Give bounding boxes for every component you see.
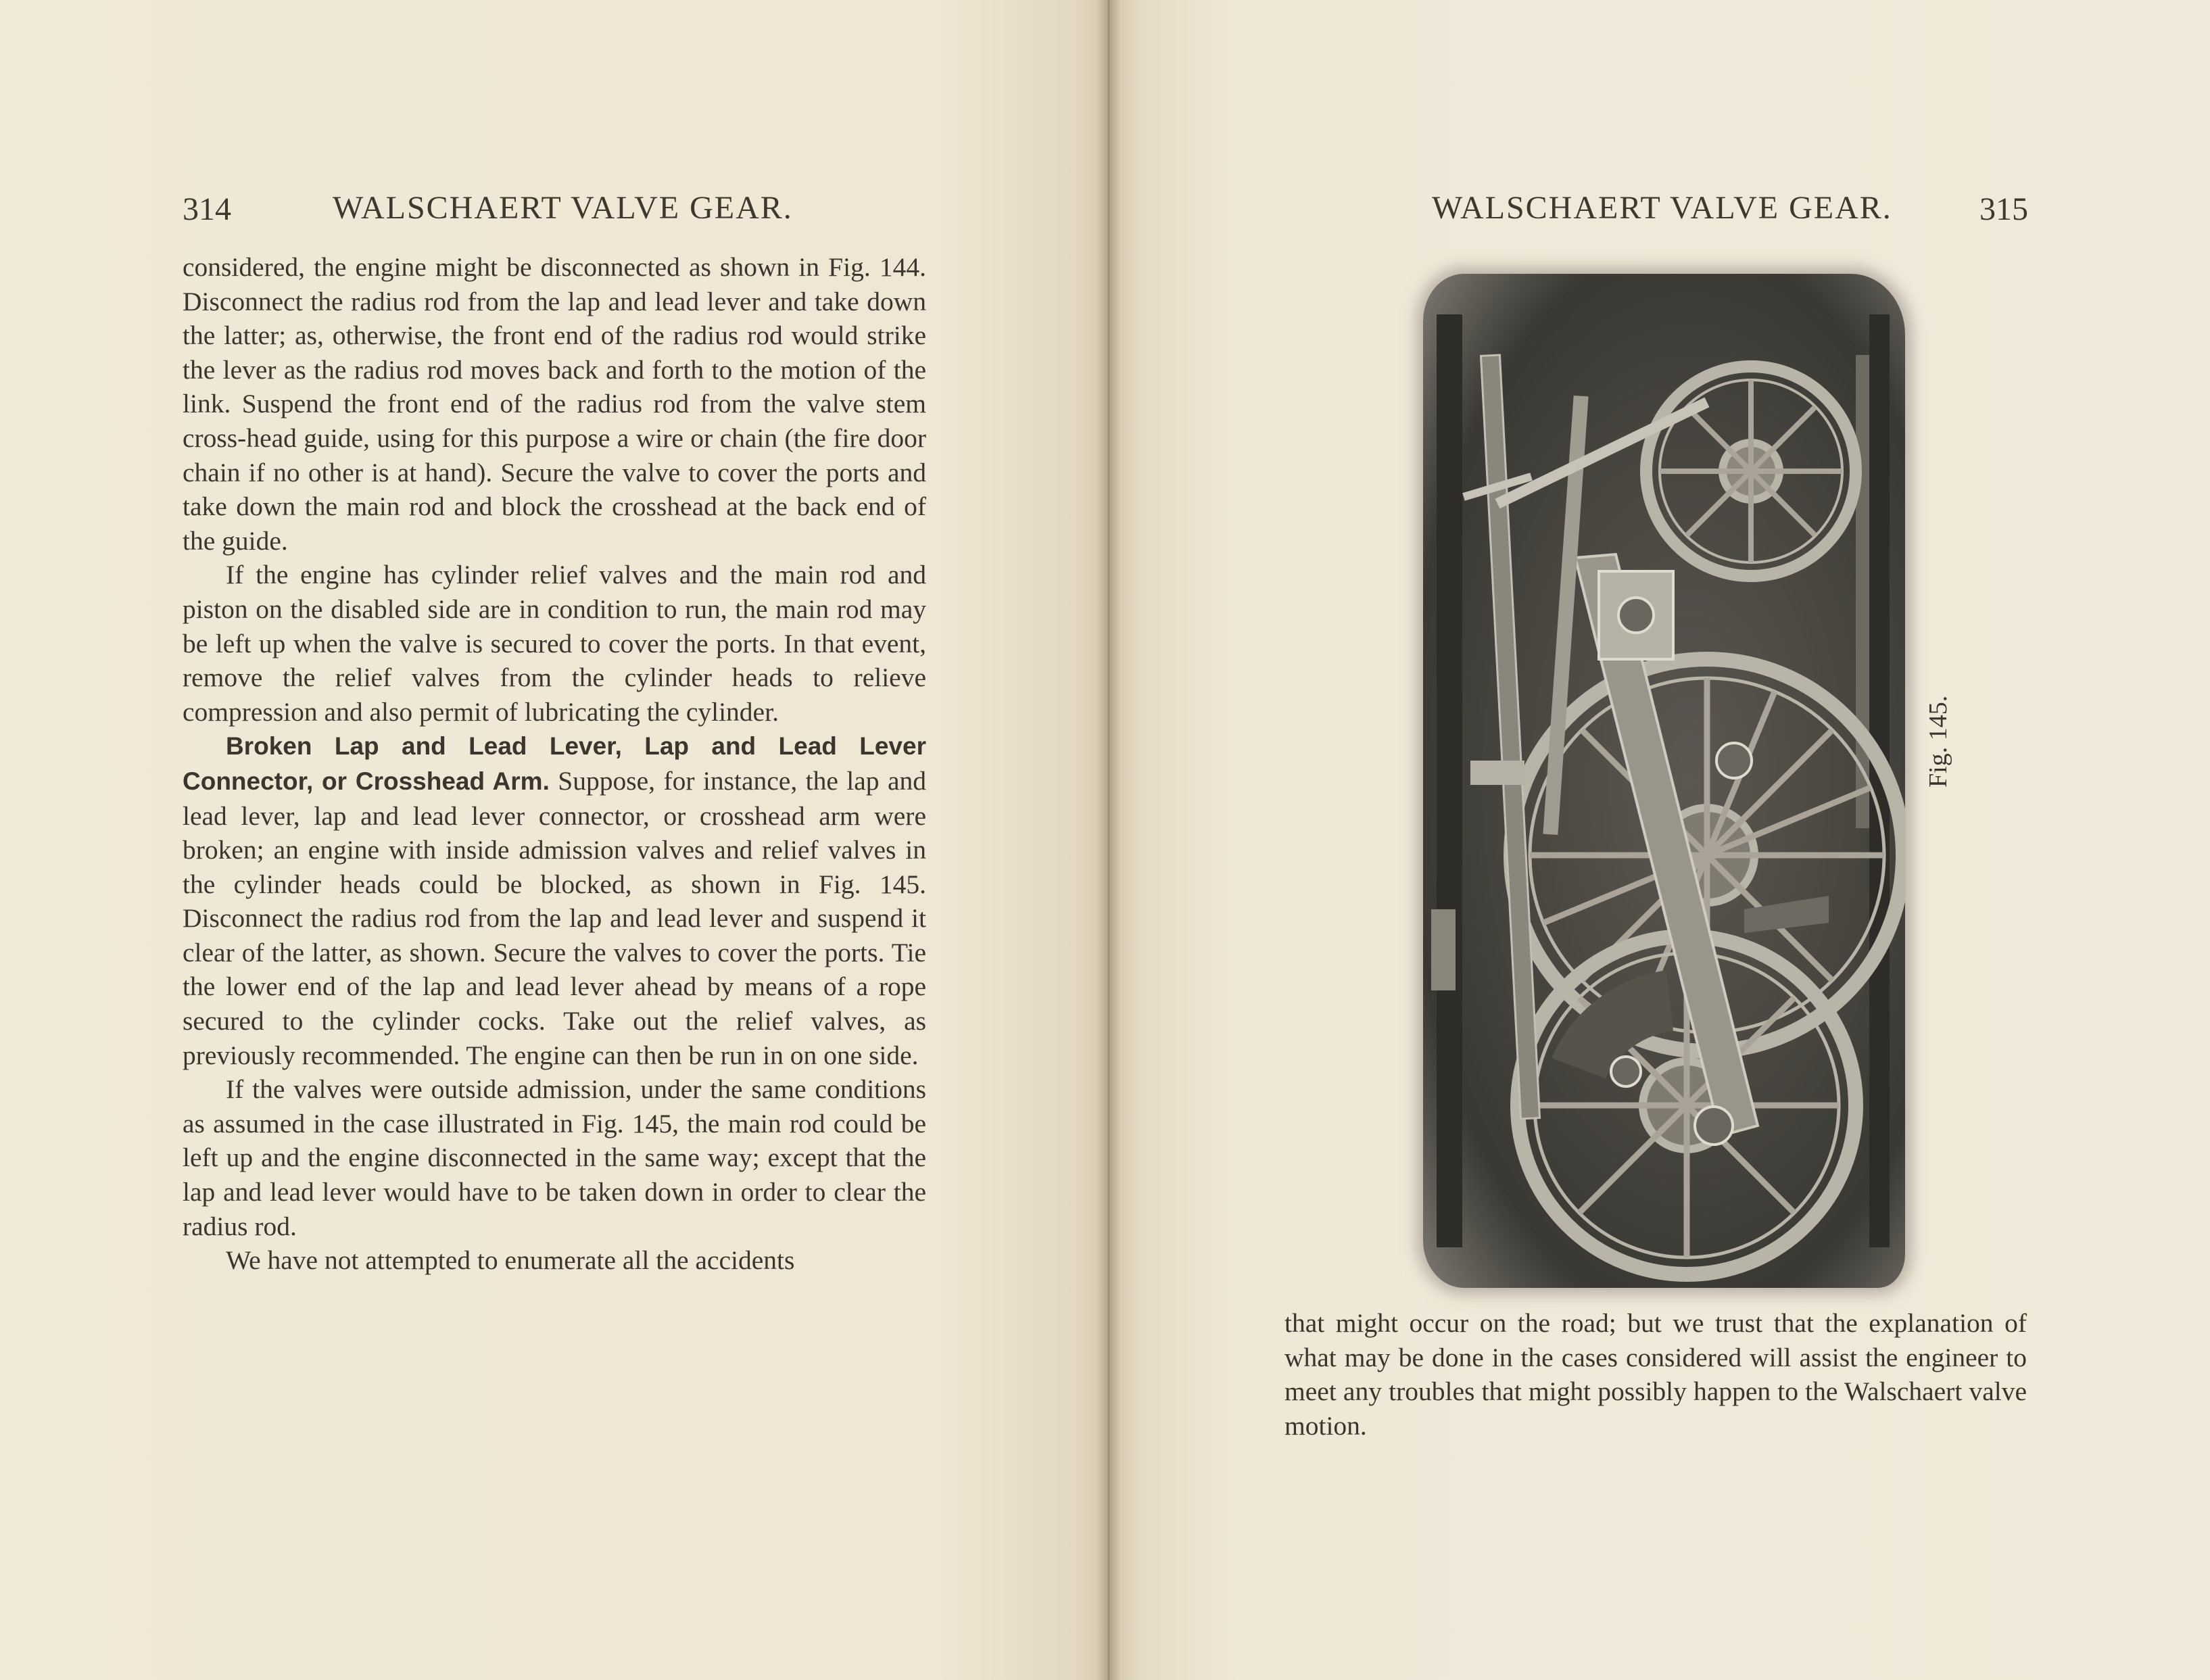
section-body: Suppose, for instance, the lap and lead lever, lap and lead lever connector, or crosshead arm were broken; an engine with inside admission valves and relief valves in the cylinder heads could be blocked, as shown in Fig. 145. Disconnect the radius rod from the lap and lead lever and suspend it clear of the latter, as shown. Secure the valves to cover the ports. Tie the lower end of the lap and lead lever ahead by means of a rope secured to the cylinder cocks. Take out the relief valves, as previously recommended. The engine can then be run in on one side. — [183, 765, 926, 1070]
section-heading: Broken Lap and Lead Lever, Lap and Lead Lever Connector, or Crosshead Arm. — [183, 732, 926, 795]
section-paragraph — [183, 729, 926, 1072]
figure-145-photo — [1423, 274, 1905, 1288]
page-number-left: 314 — [183, 191, 231, 227]
left-text-block — [183, 250, 926, 1278]
running-head-right: WALSCHAERT VALVE GEAR. — [1432, 190, 1892, 226]
paragraph: We have not attempted to enumerate all the accidents — [226, 1245, 795, 1276]
running-head-left: WALSCHAERT VALVE GEAR. — [333, 190, 793, 226]
locomotive-valve-gear-icon — [1423, 274, 1905, 1288]
right-text-block — [1284, 1306, 2027, 1443]
paragraph: that might occur on the road; but we trust that the explanation of what may be done in the cases considered will assist the engineer to meet any troubles that might possibly happen to the Walschaert valve motion. — [1284, 1308, 2027, 1441]
figure-caption: Fig. 145. — [1924, 695, 1952, 788]
paragraph: If the engine has cylinder relief valves and the main rod and piston on the disabled side are in condition to run, the main rod may be left up when the valve is secured to cover the ports. In that event, remove the relief valves from the cylinder heads to relieve compression and also permit of lubricating the cylinder. — [183, 560, 926, 727]
book-gutter — [1097, 0, 1121, 1680]
page-number-right: 315 — [1979, 191, 2028, 227]
paragraph: If the valves were outside admission, under the same conditions as assumed in the case illustrated in Fig. 145, the main rod could be left up and the engine disconnected in the same way; except that the lap and lead lever would have to be taken down in order to clear the radius rod. — [183, 1074, 926, 1241]
paragraph: considered, the engine might be disconnected as shown in Fig. 144. Disconnect the radius rod from the lap and lead lever and take down the latter; as, otherwise, the front end of the radius rod would strike the lever as the radius rod moves back and forth to the motion of the link. Suspend the front end of the radius rod from the valve stem cross-head guide, using for this purpose a wire or chain (the fire door chain if no other is at hand). Secure the valve to cover the ports and take down the main rod and block the crosshead at the back end of the guide. — [183, 252, 926, 556]
